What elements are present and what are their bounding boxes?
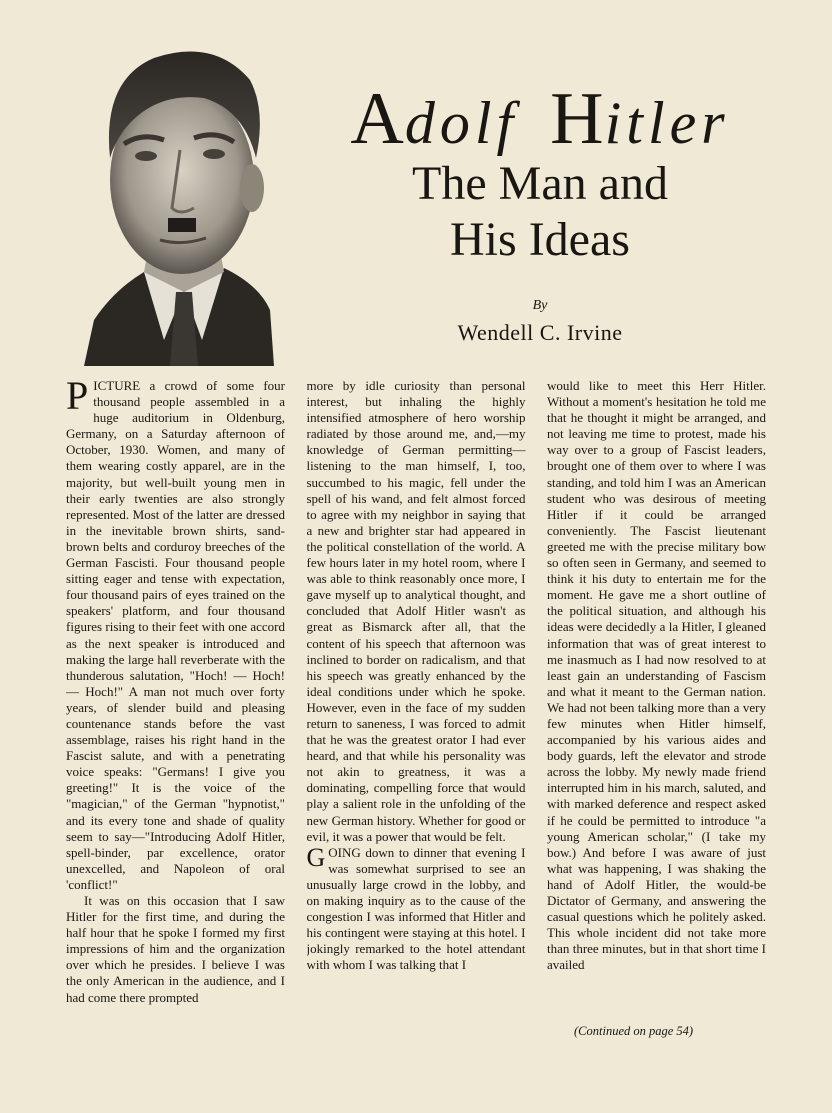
article-title-line3: His Ideas bbox=[450, 213, 630, 266]
column-2 bbox=[307, 378, 526, 1038]
column-1 bbox=[66, 378, 285, 1038]
portrait-photo bbox=[84, 40, 274, 366]
col2-paragraph-2-text: OING down to dinner that evening I was somewhat surprised to see an unusually large crowd in the lobby, and on making inquiry as to the cause of the congestion I was informed that Hitler and his contingent were staying at this hotel. I jokingly remarked to the hotel attendant with whom I was talking that I bbox=[306, 844, 526, 973]
title-word-dolf: dolf bbox=[404, 90, 519, 156]
article-title-block bbox=[290, 78, 790, 346]
article-title-line1 bbox=[290, 78, 790, 160]
title-cap-h: H bbox=[550, 78, 605, 160]
title-cap-a: A bbox=[350, 78, 405, 160]
article-body bbox=[66, 378, 766, 1038]
dropcap-p: P bbox=[66, 378, 89, 418]
dropcap-g: G bbox=[306, 842, 326, 872]
col3-paragraph-1: would like to meet this Herr Hitler. Without a moment's hesitation he told me that he thought it might be arranged, and not leaving me time to protest, made his way over to a group of Fascist leaders, brought one of them over to where I was standing, and told him I was an American student who was desirous of meeting Hitler if it could be arranged conveniently. The Fascist lieutenant greeted me with the precise military bow so often seen in Germany, and seemed to think it his duty to entertain me for the moment. He gave me a short outline of the political situation, and although his ideas were decidedly a la Hitler, I gleaned information that was of great interest to me inasmuch as I had now resolved to at least gain an understanding of Fascism and what it meant to the German nation. We had not been talking more than a very few minutes when Hitler himself, accompanied by his various aides and body guards, left the elevator and strode across the lobby. My newly made friend interrupted him in his march, saluted, and with marked deference and respect asked if he could be permitted to introduce "a young American scholar," (I take my bow.) And before I was aware of just what was happening, I was shaking the hand of Adolf Hitler, the would-be Dictator of Germany, and answering the casual questions which he politely asked. This whole incident did not take more than three minutes, but in that short time I availed bbox=[547, 378, 766, 973]
continued-note: (Continued on page 54) bbox=[574, 1024, 694, 1038]
col1-paragraph-2: It was on this occasion that I saw Hitler for the first time, and during the half hour that he spoke I formed my first impressions of him and the organization over which he presides. I believe I was the only American in the audience, and I had come there prompted bbox=[66, 893, 285, 1005]
col2-paragraph-1: more by idle curiosity than personal interest, but inhaling the highly intensified atmosphere of hero worship radiated by those around me, and,—my knowledge of German permitting—listening to the man himself, I, too, succumbed to his magic, fell under the spell of his wand, and felt almost forced to agree with my neighbor in saying that a new and brighter star had appeared in the political constellation of the world. A few hours later in my hotel room, where I was able to think reasonably once more, I gave myself up to analytical thought, and concluded that Adolf Hitler wasn't as great as Bismarck after all, that the content of his speech that afternoon was inclined to border on radicalism, and that his speech was greatly enhanced by the ideal conditions under which he spoke. However, even in the face of my sudden return to saneness, I was forced to admit that he was the greatest orator I had ever heard, and that while his personality was not akin to greatness, it was a dominating, compelling force that would play a salient role in the unfolding of the new German history. Whether for good or evil, it was a power that would be felt. bbox=[306, 378, 526, 844]
col1-paragraph-1-text: ICTURE a crowd of some four thousand people assembled in a huge auditorium in Oldenburg, Germany, on a Saturday afternoon of October, 1930. Women, and many of them wearing costly apparel, are in the majority, but well-built young men in their early twenties are also strongly represented. Most of the latter are dressed in the inevitable brown shirts, sand-brown belts and corduroy breeches of the German Fascisti. Four thousand people sitting eager and tense with expectation, four thousand pairs of eyes trained on the speakers' platform, and four thousand figures rising to their feet with one accord as the next speaker is introduced and making the large hall reverberate with the thunderous salutation, "Hoch! — Hoch! — Hoch!" A man not much over forty years, of slender build and pleasing countenance stands before the vast assemblage, raises his right hand in the Fascist salute, and with a penetrating voice speaks: "Germans! I give you greeting!" It is the voice of the "magician," of the German "hypnotist," and its every tone and shade of quality seem to say—"Introducing Adolf Hitler, spell-binder, par excellence, orator unexcelled, and Napoleon of oral 'conflict!" bbox=[66, 378, 285, 892]
col1-paragraph-1 bbox=[66, 378, 285, 893]
column-3 bbox=[547, 378, 766, 1038]
byline-author: Wendell C. Irvine bbox=[457, 320, 623, 345]
title-word-itler: itler bbox=[604, 90, 730, 156]
col2-paragraph-2 bbox=[306, 842, 526, 974]
article-title-line2: The Man and bbox=[412, 157, 668, 210]
byline-by: By bbox=[532, 298, 548, 313]
